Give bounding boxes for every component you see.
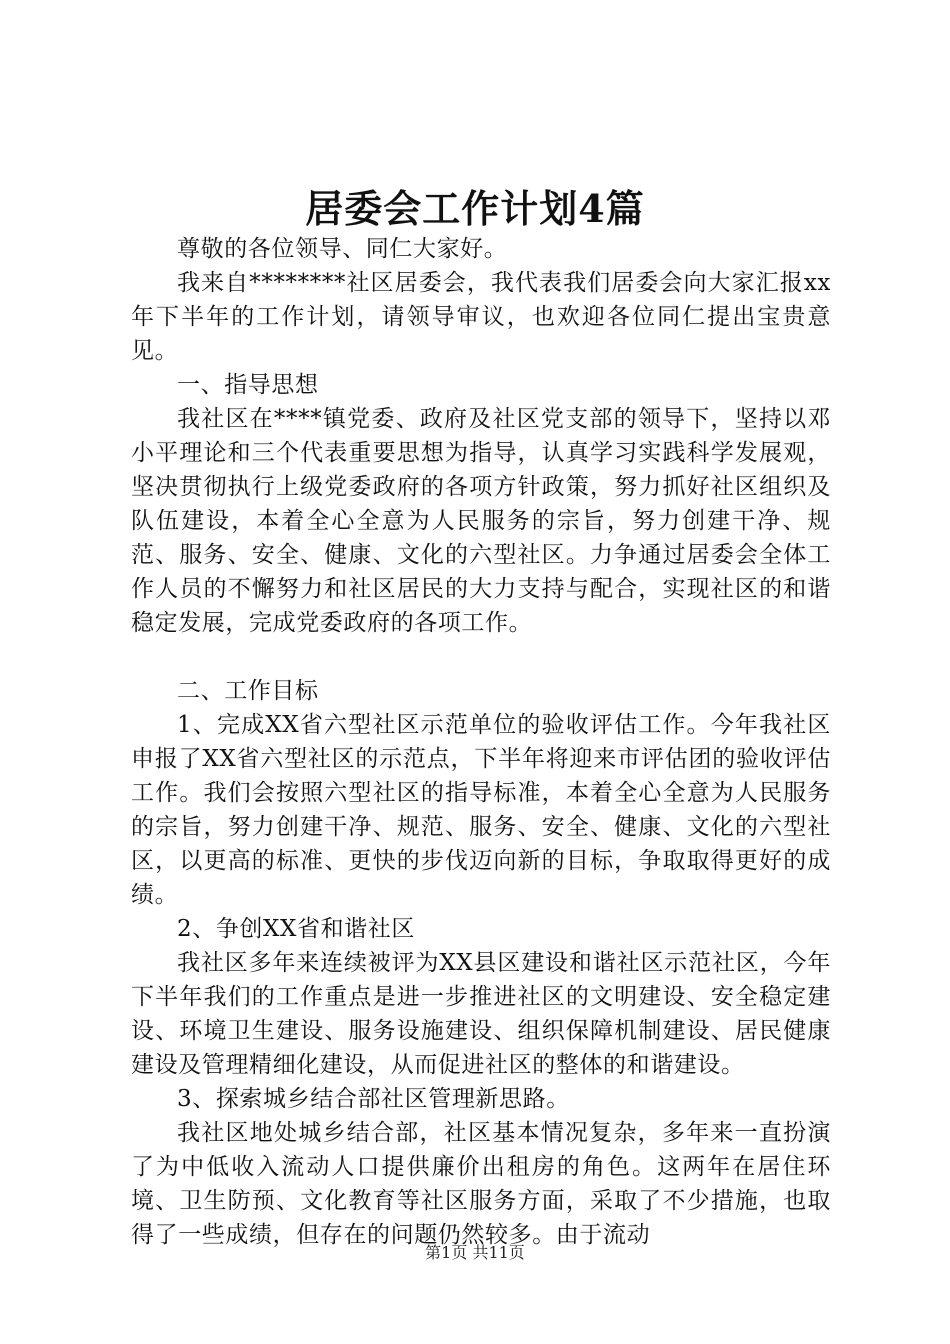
document-title: 居委会工作计划4篇 [305,186,645,231]
subheading-goal-2: 2、争创XX省和谐社区 [177,916,415,942]
section-heading-guiding-ideology: 一、指导思想 [177,372,319,398]
paragraph-guiding-ideology: 我社区在****镇党委、政府及社区党支部的领导下，坚持以邓小平理论和三个代表重要思想为指导，认真学习实践科学发展观，坚决贯彻执行上级党委政府的各项方针政策，努力抓好社区组织及队伍建设，本着全心全意为人民服务的宗旨，努力创建干净、规范、服务、安全、健康、文化的六型社区。力争通过居委会全体工作人员的不懈努力和社区居民的大力支持与配合，实现社区的和谐稳定发展，完成党委政府的各项工作。 [131,406,831,636]
document-body [131,232,831,1252]
paragraph-intro: 我来自********社区居委会，我代表我们居委会向大家汇报xx年下半年的工作计划，请领导审议，也欢迎各位同仁提出宝贵意见。 [131,270,831,364]
paragraph-goal-3: 我社区地处城乡结合部，社区基本情况复杂，多年来一直扮演了为中低收入流动人口提供廉价出租房的角色。这两年在居住环境、卫生防预、文化教育等社区服务方面，采取了不少措施，也取得了一些成绩，但存在的问题仍然较多。由于流动 [131,1120,831,1248]
paragraph-greeting: 尊敬的各位领导、同仁大家好。 [177,236,508,262]
paragraph-goal-1: 1、完成XX省六型社区示范单位的验收评估工作。今年我社区申报了XX省六型社区的示范点，下半年将迎来市评估团的验收评估工作。我们会按照六型社区的指导标准，本着全心全意为人民服务的宗旨，努力创建干净、规范、服务、安全、健康、文化的六型社区，以更高的标准、更快的步伐迈向新的目标，争取取得更好的成绩。 [131,712,831,908]
page-footer: 第1页 共11页 [425,1243,525,1262]
paragraph-goal-2: 我社区多年来连续被评为XX县区建设和谐社区示范社区，今年下半年我们的工作重点是进一步推进社区的文明建设、安全稳定建设、环境卫生建设、服务设施建设、组织保障机制建设、居民健康建设及管理精细化建设，从而促进社区的整体的和谐建设。 [131,950,831,1078]
blank-line [131,640,831,674]
subheading-goal-3: 3、探索城乡结合部社区管理新思路。 [177,1086,570,1112]
section-heading-work-goals: 二、工作目标 [177,678,319,704]
